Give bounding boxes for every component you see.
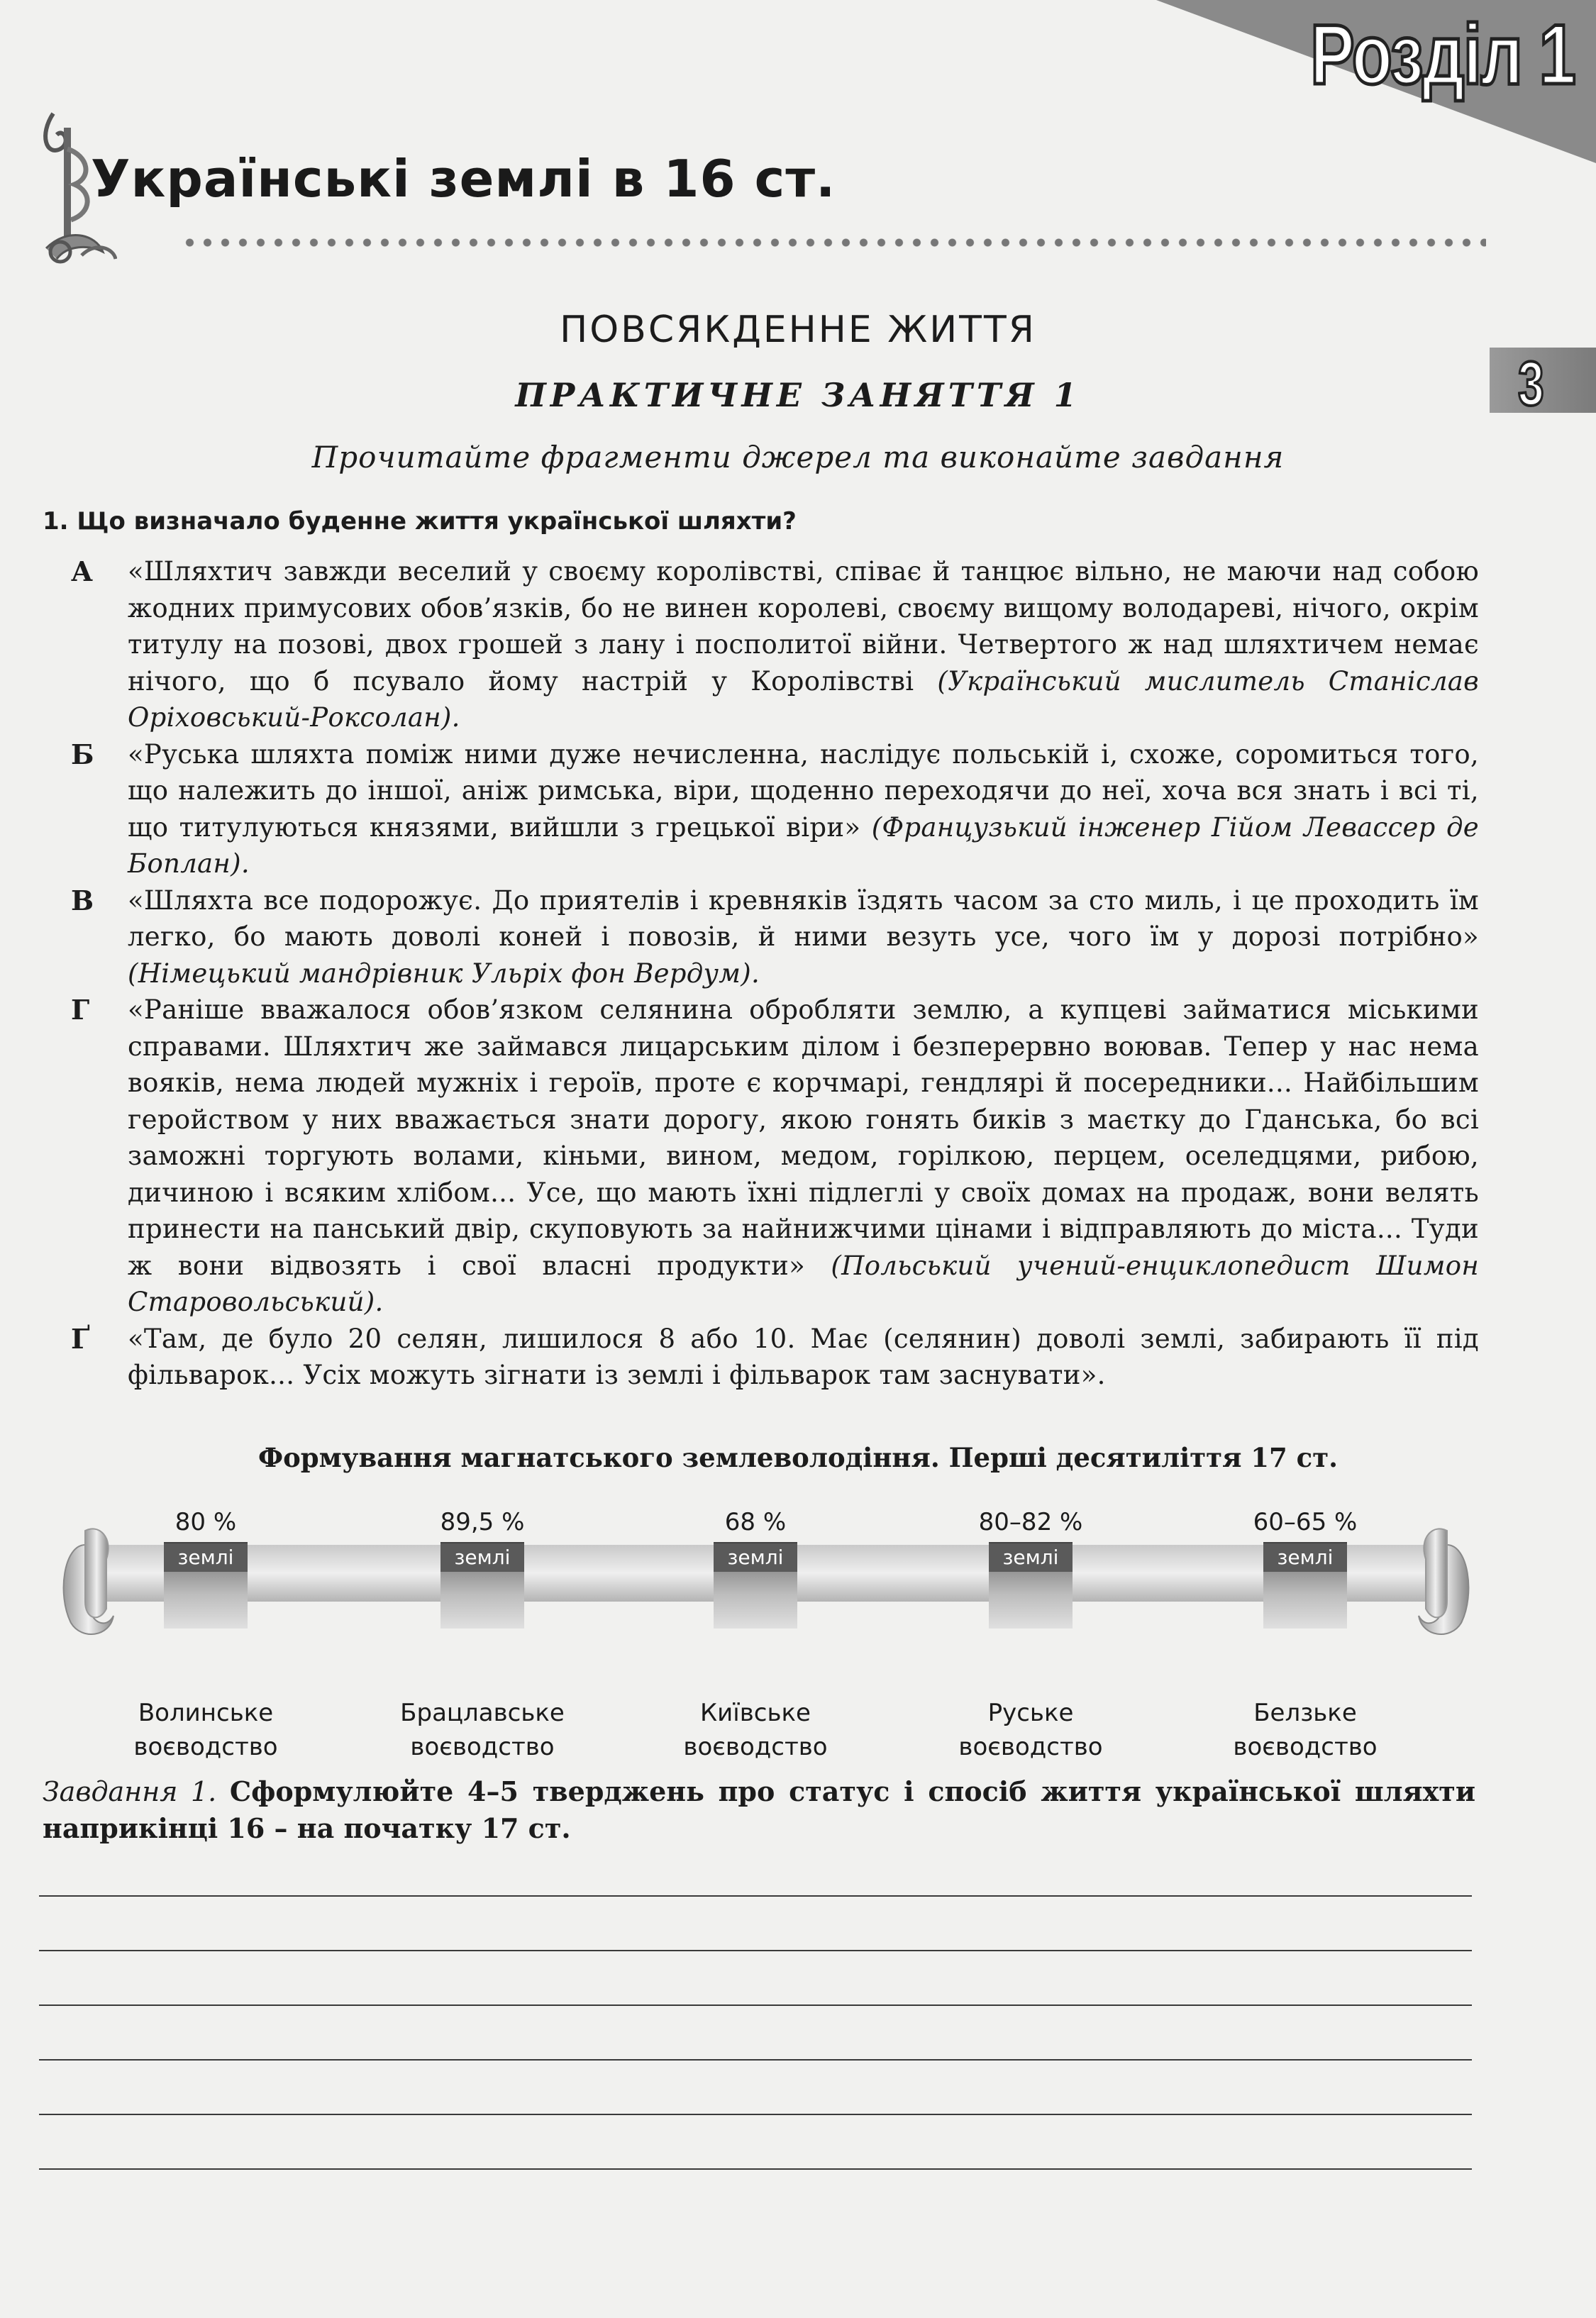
page-number: 3 [1518,348,1544,418]
source-quote: «Шляхтич завжди веселий у своєму королівстві, співає й танцює вільно, не маючи над собою жодних примусових обов’язків, бо не винен королеві, своєму вищому володареві, нічого, окрім титулу на позові, двох грошей з лану і посполитої війни. Четвертого ж над шляхтичем немає нічого, що б псувало йому настрій у Королівстві [128,556,1479,697]
source-attribution: (Французький інженер Гійом Левассер де Боплан). [128,811,1479,879]
source-quote: «Там, де було 20 селян, лишилося 8 або 10. Має (селянин) доволі землі, забирають її під фільварок... Усіх можуть зігнати із землі і фільварок там заснувати». [128,1323,1479,1390]
dotted-divider [181,238,1486,248]
land-box [164,1542,248,1629]
percent-value: 80 % [174,1508,237,1536]
percent-value: 89,5 % [440,1508,525,1536]
answer-line[interactable] [39,1895,1472,1897]
percent-value: 68 % [724,1508,787,1536]
source-quote: «Шляхта все подорожує. До приятелів і кревняків їздять часом за сто миль, і це проходить їм легко, бо мають доволі коней і повозів, й ними везуть усе, чого їм у дорозі потрібно» [128,884,1479,952]
source-letter: Г [71,994,90,1026]
question-heading: 1. Що визначало буденне життя української шляхти? [43,507,797,536]
source-attribution: (Німецький мандрівник Ульріх фон Вердум). [128,958,760,989]
region-label [376,1696,589,1764]
source-letter: В [71,884,94,916]
source-attribution: (Польський учений-енциклопедист Шимон Старовольський). [128,1250,1479,1317]
land-box [714,1542,797,1629]
region-name: Волинське [138,1699,274,1727]
source-letter: Ґ [71,1322,90,1355]
answer-line[interactable] [39,2004,1472,2006]
chapter-title: Українські землі в 16 ст. [91,149,836,209]
source-text [128,992,1479,1321]
task-prompt [43,1773,1475,1847]
section-label: Розділ 1 [1309,7,1575,102]
region-type: воєводство [1233,1733,1378,1761]
percent-value: 80–82 % [978,1508,1083,1536]
source-list [71,553,1479,1394]
region-label [649,1696,862,1764]
region-name: Руське [987,1699,1074,1727]
diagram-column [1199,1504,1412,1764]
region-label [924,1696,1137,1764]
land-label: землі [440,1543,524,1572]
region-label [99,1696,312,1764]
region-type: воєводство [683,1733,828,1761]
source-item [71,992,1479,1321]
diagram-column [376,1504,589,1764]
source-item [71,882,1479,992]
source-text [128,553,1479,736]
diagram-column [924,1504,1137,1764]
source-text [128,1321,1479,1394]
task-label: Завдання 1. [43,1776,230,1807]
lesson-title: ПРАКТИЧНЕ ЗАНЯТТЯ 1 [515,376,1081,414]
land-label: землі [1263,1543,1347,1572]
answer-line[interactable] [39,2168,1472,2170]
answer-line[interactable] [39,2059,1472,2061]
region-name: Київське [700,1699,811,1727]
region-type: воєводство [133,1733,278,1761]
source-quote: «Руська шляхта поміж ними дуже нечисленна, наслідує польській і, схоже, соромиться того, що належить до іншої, аніж римська, віри, щоденно переходячи до неї, хоча вся знать і всі ті, що титулуються князями, вийшли з грецької віри» [128,738,1479,843]
land-label: землі [164,1543,248,1572]
source-item [71,1321,1479,1394]
land-box [1263,1542,1347,1629]
land-label: землі [714,1543,797,1572]
region-label [1199,1696,1412,1764]
source-attribution: (Український мислитель Станіслав Оріховський-Роксолан). [128,665,1479,733]
source-item [71,553,1479,736]
source-quote: «Раніше вважалося обов’язком селянина обробляти землю, а купцеві займатися міськими справами. Шляхтич же займався лицарським ділом і безперервно воював. Тепер у нас нема вояків, нема людей мужніх і героїв, проте є корчмарі, гендлярі й посередники... Найбільшим геройством у них вважається знати дорогу, якою гонять биків з маєтку до Гданська, бо всі заможні торгують волами, кіньми, вином, медом, горілкою, перцем, оселедцями, рибою, дичиною і всяким хлібом... Усе, що мають їхні підлеглі у своїх домах на продаж, вони велять принести на панський двір, скуповують за найнижчими цінами і відправляють до міста... Туди ж вони відвозять і свої власні продукти» [128,994,1479,1281]
region-name: Белзьке [1253,1699,1357,1727]
land-box [440,1542,524,1629]
source-letter: Б [71,738,94,770]
region-type: воєводство [410,1733,555,1761]
region-name: Брацлавське [400,1699,565,1727]
land-box [989,1542,1073,1629]
answer-area[interactable] [39,1895,1472,2223]
source-item [71,736,1479,882]
percent-value: 60–65 % [1253,1508,1358,1536]
diagram-column [649,1504,862,1764]
diagram-column [99,1504,312,1764]
answer-line[interactable] [39,1950,1472,1951]
source-text [128,882,1479,992]
corner-banner [1156,0,1596,163]
source-letter: А [71,555,93,587]
region-type: воєводство [958,1733,1103,1761]
diagram-title: Формування магнатського землеволодіння. Перші десятиліття 17 ст. [257,1442,1339,1473]
source-text [128,736,1479,882]
task-text: Сформулюйте 4–5 тверджень про статус і спосіб життя української шляхти наприкінці 16 – на початку 17 ст. [43,1775,1475,1844]
land-label: землі [989,1543,1073,1572]
topic-title: ПОВСЯКДЕННЕ ЖИТТЯ [560,309,1036,351]
answer-line[interactable] [39,2114,1472,2115]
instruction: Прочитайте фрагменти джерел та виконайте завдання [311,440,1285,475]
